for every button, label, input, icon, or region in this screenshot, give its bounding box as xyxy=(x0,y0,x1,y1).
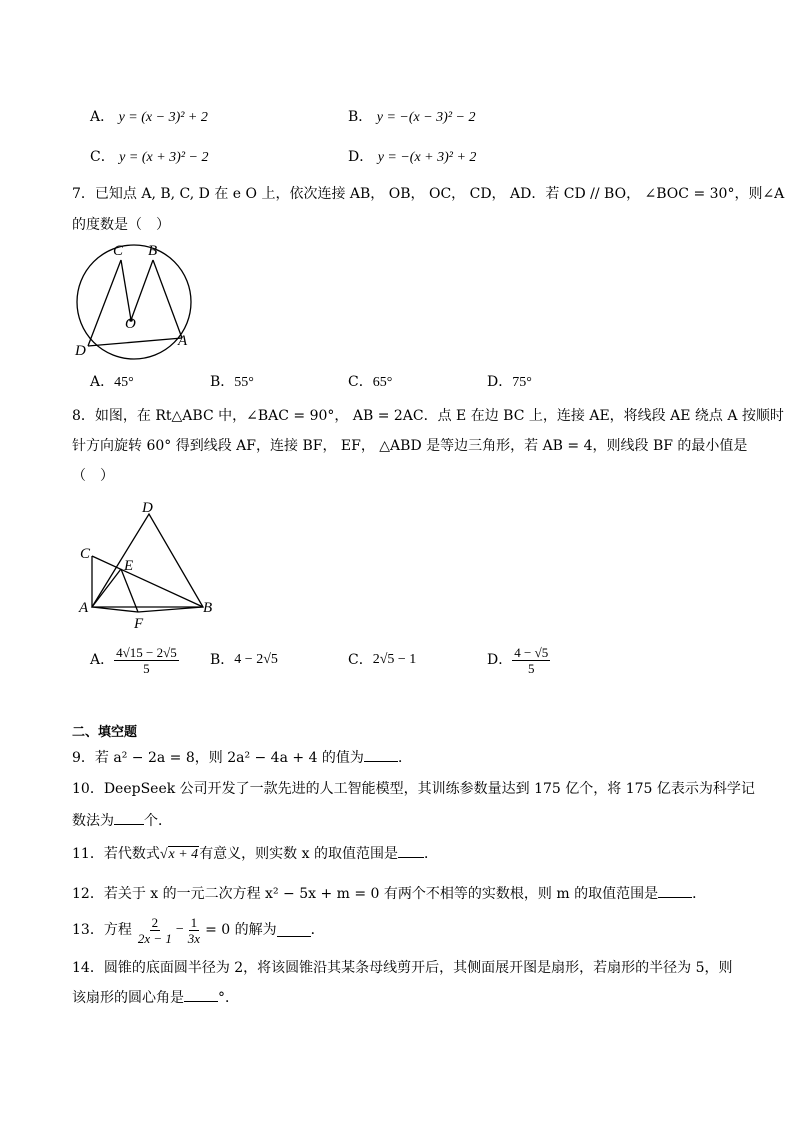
segment-ad xyxy=(88,338,182,346)
label-a: A xyxy=(178,333,188,349)
option-text: 65° xyxy=(372,375,393,390)
option-letter: D． xyxy=(487,652,513,668)
label-e: E xyxy=(124,558,134,574)
segment-ae xyxy=(92,569,121,607)
option-text: 75° xyxy=(512,375,532,390)
segment-cd xyxy=(88,260,121,346)
q12 xyxy=(72,884,706,904)
q8-stem-line2: 针方向旋转 60° 得到线段 AF，连接 BF， EF， △ABD 是等边三角形，若 AB = 4，则线段 BF 的最小值是 xyxy=(72,438,748,454)
q8-option-c xyxy=(348,640,416,680)
q6-option-b xyxy=(348,107,476,128)
answer-blank xyxy=(277,923,311,937)
option-letter: B． xyxy=(348,109,373,125)
fraction-2 xyxy=(186,915,202,946)
q6-option-d xyxy=(348,147,476,168)
q8-stem-line3: （ ） xyxy=(72,468,114,484)
option-a-fraction xyxy=(114,645,179,676)
q10-line1: 10．DeepSeek 公司开发了一款先进的人工智能模型，其训练参数量达到 175 亿个，将 175 亿表示为科学记 xyxy=(72,781,755,797)
q9-end: ． xyxy=(397,750,412,766)
label-o: O xyxy=(125,316,136,332)
q10-end: 个． xyxy=(144,813,172,829)
label-a: A xyxy=(79,600,89,616)
option-letter: D． xyxy=(487,374,513,390)
q14-line2 xyxy=(72,988,239,1008)
q7-circle-figure xyxy=(70,238,200,363)
option-letter: A． xyxy=(90,374,115,390)
label-c: C xyxy=(80,546,91,562)
label-b: B xyxy=(148,243,158,259)
q7-option-b xyxy=(210,372,254,393)
fraction-denominator: 5 xyxy=(143,660,150,676)
fraction-denominator: 5 xyxy=(527,660,535,676)
q11: 11．若代数式√x + 4有意义，则实数 x 的取值范围是 ． xyxy=(72,846,438,862)
q7-option-c xyxy=(348,372,392,393)
option-letter: C． xyxy=(90,149,115,165)
q12-text: 12．若关于 x 的一元二次方程 x² − 5x + m = 0 有两个不相等的实数根，则 m 的取值范围是 xyxy=(72,886,659,902)
q7-option-d xyxy=(487,372,532,393)
option-expression: y = (x + 3)² − 2 xyxy=(119,150,209,165)
fraction-numerator: 4 − √5 xyxy=(514,644,549,660)
q14-text: 该扇形的圆心角是 xyxy=(72,990,184,1006)
option-text: 4 − 2√5 xyxy=(234,652,278,667)
fraction-denominator: 2x − 1 xyxy=(137,930,172,946)
option-text: 45° xyxy=(114,375,134,390)
segment-bf xyxy=(138,607,203,612)
option-expression: y = −(x + 3)² + 2 xyxy=(377,150,477,165)
option-letter: A． xyxy=(90,109,115,125)
q13-eq: = 0 的解为 xyxy=(205,922,277,938)
q8-option-d xyxy=(487,640,550,680)
q14-end: °． xyxy=(218,990,239,1006)
q12-end: ． xyxy=(692,886,707,902)
fraction-numerator: 2 xyxy=(151,914,159,930)
label-d: D xyxy=(142,500,153,516)
option-letter: A． xyxy=(90,652,115,668)
q11-end: ． xyxy=(423,846,438,862)
q9 xyxy=(72,748,412,768)
q13 xyxy=(72,910,325,950)
q8-option-a xyxy=(90,640,179,680)
option-letter: C． xyxy=(348,652,373,668)
q8-stem-line1: 8．如图，在 Rt△ABC 中，∠BAC = 90°， AB = 2AC．点 E 在边 BC 上，连接 AE，将线段 AE 绕点 A 按顺时 xyxy=(72,408,784,424)
label-f: F xyxy=(134,616,144,631)
answer-blank xyxy=(184,988,218,1002)
option-text: 2√5 − 1 xyxy=(372,652,417,667)
q10-line2 xyxy=(72,811,172,831)
q6-option-c xyxy=(90,147,208,168)
answer-blank xyxy=(364,748,398,762)
minus-sign: − xyxy=(175,922,184,937)
q10-text: 数法为 xyxy=(72,813,114,829)
q14-line1: 14．圆锥的底面圆半径为 2，将该圆锥沿其某条母线剪开后，其侧面展开图是扇形，若扇形的半径为 5，则 xyxy=(72,960,733,976)
label-b: B xyxy=(203,600,213,616)
q7-option-a xyxy=(90,372,134,393)
q13-pre: 13．方程 xyxy=(72,922,132,938)
option-expression: y = (x − 3)² + 2 xyxy=(118,110,208,125)
fraction-denominator: 3x xyxy=(187,930,201,946)
segment-oc xyxy=(121,260,131,320)
section-title: 二、填空题 xyxy=(72,725,138,740)
segment-af xyxy=(92,607,138,612)
triangle-abd xyxy=(92,514,203,607)
segment-bc xyxy=(92,556,203,607)
q7-stem-line1: 7．已知点 A, B, C, D 在 e O 上，依次连接 AB， OB， OC， CD， AD．若 CD // BO， ∠BOC = 30°，则∠A xyxy=(72,186,785,202)
q8-option-b xyxy=(210,640,278,680)
q8-triangle-figure xyxy=(72,496,232,631)
q11-post: 有意义，则实数 x 的取值范围是 xyxy=(199,846,398,862)
q6-option-a xyxy=(90,107,208,128)
option-letter: B． xyxy=(210,652,235,668)
segment-ab xyxy=(153,260,182,338)
sqrt-radicand: x + 4 xyxy=(168,847,199,862)
fraction-numerator: 4√15 − 2√5 xyxy=(116,644,177,660)
option-letter: B． xyxy=(210,374,235,390)
answer-blank xyxy=(114,811,144,825)
option-expression: y = −(x − 3)² − 2 xyxy=(376,110,476,125)
q9-text: 9．若 a² − 2a = 8，则 2a² − 4a + 4 的值为 xyxy=(72,750,364,766)
option-text: 55° xyxy=(234,375,254,390)
segment-ob xyxy=(131,260,153,320)
q11-pre: 11．若代数式 xyxy=(72,846,160,862)
option-d-fraction xyxy=(512,645,550,676)
option-letter: D． xyxy=(348,149,374,165)
label-d: D xyxy=(75,343,86,359)
option-letter: C． xyxy=(348,374,373,390)
answer-blank xyxy=(398,844,424,858)
q13-end: ． xyxy=(310,922,325,938)
q7-stem-line2: 的度数是（ ） xyxy=(72,217,170,233)
fraction-1 xyxy=(136,915,174,946)
answer-blank xyxy=(658,884,692,898)
label-c: C xyxy=(113,243,124,259)
fraction-numerator: 1 xyxy=(190,914,198,930)
